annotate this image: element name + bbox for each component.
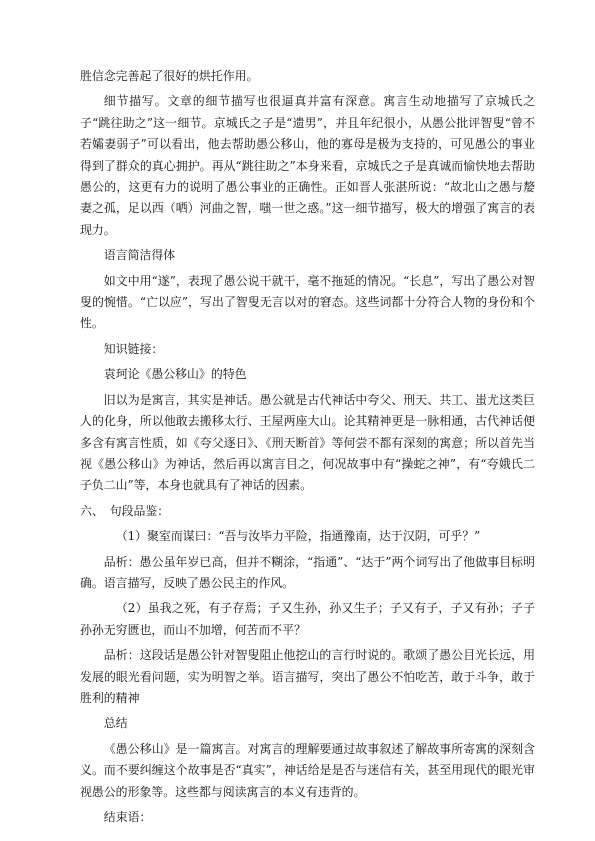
- heading-yuan-ke: 袁珂论《愚公移山》的特色: [103, 367, 247, 382]
- heading-closing: 结束语：: [103, 810, 152, 824]
- analysis-two: 品析：这段话是愚公针对智叟阻止他挖山的言行时说的。歌颂了愚公目光长远，用发展的眼光看问题，实为明智之举。语言描写，突出了愚公不怕吃苦，敢于斗争，敢于胜利的精神: [80, 648, 535, 705]
- quote-one: （1）聚室而谋曰：“吾与汝毕力平险，指通豫南，达于汉阴，可乎？”: [115, 529, 481, 544]
- heading-language: 语言简洁得体: [103, 248, 176, 263]
- paragraph-intro-tail: 胜信念完善起了很好的烘托作用。: [80, 69, 259, 83]
- document-body: [80, 66, 535, 832]
- analysis-one: 品析：愚公虽年岁已高，但并不糊涂，“指通”、“达于”两个词写出了他做事目标明确。语言描写，反映了愚公民主的作风。: [80, 554, 535, 590]
- heading-summary: 总结: [103, 716, 128, 731]
- paragraph-language: 如文中用“遂”，表现了愚公说干就干，毫不拖延的情况。“长息”，写出了愚公对智叟的惋惜。“亡以应”，写出了智叟无言以对的窘态。这些词都十分符合人物的身份和个性。: [80, 273, 535, 331]
- heading-section-six: 六、 句段品鉴：: [80, 503, 170, 518]
- quote-two: （2）虽我之死，有子存焉；子又生孙，孙又生子；子又有子，子又有孙；子子孙孙无穷匮也，而山不加增，何苦而不平？: [80, 601, 535, 637]
- paragraph-summary: 《愚公移山》是一篇寓言。对寓言的理解要通过故事叙述了解故事所寄寓的深刻含义。而不要纠缠这个故事是否“真实”，神话给是是否与迷信有关，甚至用现代的眼光审视愚公的形象等。这些都与阅读寓言的本义有违背的。: [80, 741, 535, 799]
- paragraph-yuan-ke: 旧以为是寓言，其实是神话。愚公就是古代神话中夸父、刑天、共工、蚩尤这类巨人的化身，所以他敢去搬移太行、王屋两座大山。论其精神更是一脉相通，古代神话便多含有寓言性质，如《夸父逐日》、《刑天断首》等何尝不都有深刻的寓意；所以首先当视《愚公移山》为神话，然后再以寓言目之，何况故事中有“操蛇之神”，有“夸娥氏二子负二山”等，本身也就具有了神话的因素。: [80, 392, 535, 493]
- paragraph-detail-description: 细节描写。文章的细节描写也很逼真并富有深意。寓言生动地描写了京城氏之子“跳往助之”这一细节。京城氏之子是“遗男”，并且年纪很小，从愚公批评智叟“曾不若孀妻弱子”可以看出，他去帮助愚公移山，他的寡母是极为支持的，可见愚公的事业得到了群众的真心拥护。再从“跳往助之”本身来看，京城氏之子是真诚而愉快地去帮助愚公的，这更有力的说明了愚公事业的正确性。正如晋人张湛所说：“故北山之愚与嫠妻之孤，足以西（哂）河曲之智，嗤一世之惑。”这一细节描写，极大的增强了寓言的表现力。: [80, 94, 535, 237]
- heading-knowledge-link: 知识链接：: [103, 341, 164, 356]
